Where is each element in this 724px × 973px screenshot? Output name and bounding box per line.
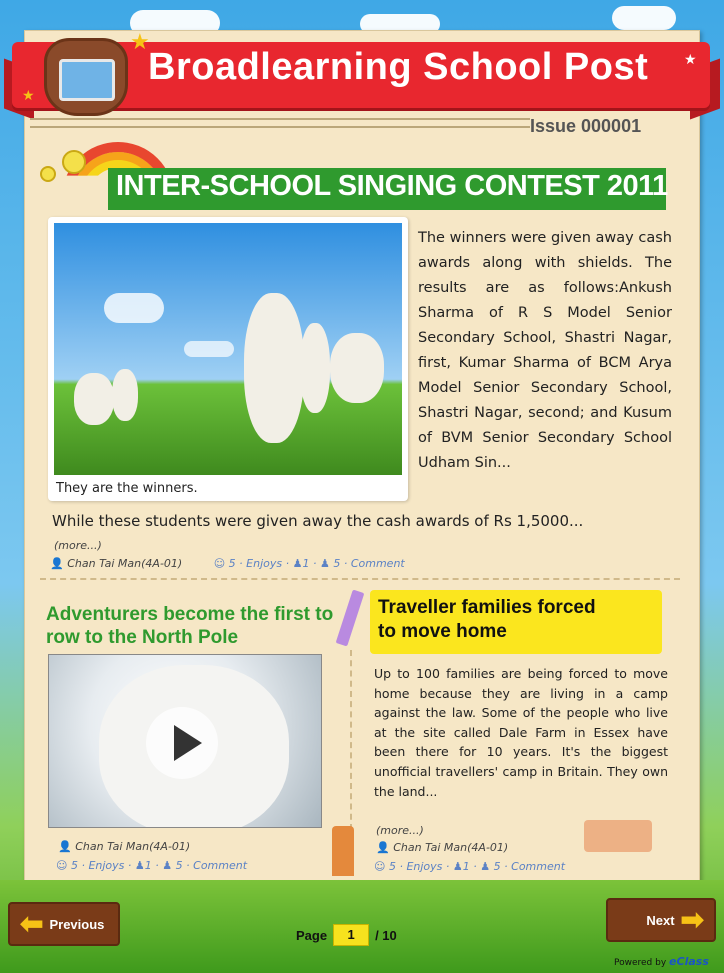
separator: · [127,859,132,872]
lamb [330,333,384,403]
lamb [300,323,330,413]
eclass-logo: eClass [669,955,709,968]
user-icon: 👤 [58,840,72,853]
story-left-reactions [56,859,247,872]
pager [296,924,397,946]
feature-meta [50,557,405,570]
comment-icon: ♟ [480,860,491,873]
story-right-body: Up to 100 families are being forced to move home because they are living in a camp against the law. Some of the people who live at the site called Dale Farm in Essex have been there for 10 years. It's the biggest unofficial travellers' camp in Britain. They own the land... [374,666,668,799]
previous-button[interactable] [8,902,120,946]
like-icon: ♟ [134,859,145,872]
enjoys-link[interactable]: 5 · Enjoys [70,859,125,872]
author-name[interactable]: Chan Tai Man(4A-01) [393,841,509,854]
bulb-icon [40,166,56,182]
lamb [112,369,138,421]
cloud [612,6,676,30]
tram-decoration [584,820,652,852]
masthead-title: Broadlearning School Post [148,46,649,88]
story-right-meta [376,841,508,854]
comments-link[interactable]: 5 · Comment [175,859,248,872]
next-label: Next [646,912,675,928]
issue-number: Issue 000001 [530,116,642,136]
like-icon: ♟ [452,860,463,873]
enjoy-icon: ☺ [56,859,68,872]
separator: · [445,860,450,873]
author-name[interactable]: Chan Tai Man(4A-01) [75,840,191,853]
feature-lead: While these students were given away the cash awards of Rs 1,5000... [52,512,584,530]
more-link[interactable]: (more...) [54,539,102,552]
separator: · [312,557,317,570]
author-name[interactable]: Chan Tai Man(4A-01) [67,557,183,570]
cloud [184,341,234,357]
divider [30,118,530,128]
story-right-reactions [374,860,565,873]
school-logo [44,38,128,116]
star-icon: ★ [130,30,150,55]
bulb-icon [62,150,86,174]
separator: · [155,859,159,872]
more-link[interactable]: (more...) [376,824,424,837]
feature-headline[interactable]: INTER-SCHOOL SINGING CONTEST 2011 [116,170,668,202]
star-icon: ★ [22,88,35,104]
powered-label: Powered by [614,958,667,968]
feature-body: The winners were given away cash awards along with shields. The results are as follows:Ankush Sharma of R S Model Senior Secondary School, Shastri Nagar, first, Kumar Sharma of BCM Arya Model Senior Secondary School, Shastri Nagar, second; and Kusum of BVM Senior Secondary School Udham Sin... [418,230,672,471]
previous-label: Previous [49,916,105,932]
column-divider [350,650,352,830]
lamb [74,373,114,425]
play-icon[interactable] [146,707,218,779]
enjoy-icon: ☺ [374,860,386,873]
story-left-headline[interactable]: Adventurers become the first to row to the North Pole [46,604,334,648]
page-number-input[interactable]: 1 [333,924,369,946]
clock-tower-icon [332,826,354,876]
user-icon: 👤 [50,557,64,570]
feature-photo-frame[interactable] [48,217,408,501]
section-divider [40,578,680,580]
likes-count[interactable]: 1 [302,557,310,570]
lambs-photo[interactable] [54,223,402,475]
enjoys-link[interactable]: 5 · Enjoys [228,557,283,570]
comment-icon: ♟ [162,859,173,872]
computer-mascot-icon [59,59,115,101]
arrow-left-icon: ⬅ [20,908,44,939]
story-right-headline[interactable]: Traveller families forced to move home [378,597,596,642]
comments-link[interactable]: 5 · Comment [333,557,405,570]
arrow-right-icon: ➡ [680,904,704,935]
likes-count[interactable]: 1 [144,859,152,872]
star-icon: ★ [684,52,697,68]
lamb [244,293,304,443]
page-total: / 10 [375,927,397,943]
separator: · [285,557,290,570]
comments-link[interactable]: 5 · Comment [493,860,566,873]
enjoy-icon: ☺ [213,557,226,570]
powered-by [614,955,709,968]
separator: · [473,860,477,873]
cloud [104,293,164,323]
story-left-meta [58,840,190,853]
polar-bear-video[interactable] [48,654,322,828]
likes-count[interactable]: 1 [462,860,470,873]
next-button[interactable] [606,898,716,942]
enjoys-link[interactable]: 5 · Enjoys [388,860,443,873]
like-icon: ♟ [292,557,303,570]
page-label: Page [296,927,328,943]
photo-caption: They are the winners. [56,481,198,496]
user-icon: 👤 [376,841,390,854]
comment-icon: ♟ [319,557,330,570]
